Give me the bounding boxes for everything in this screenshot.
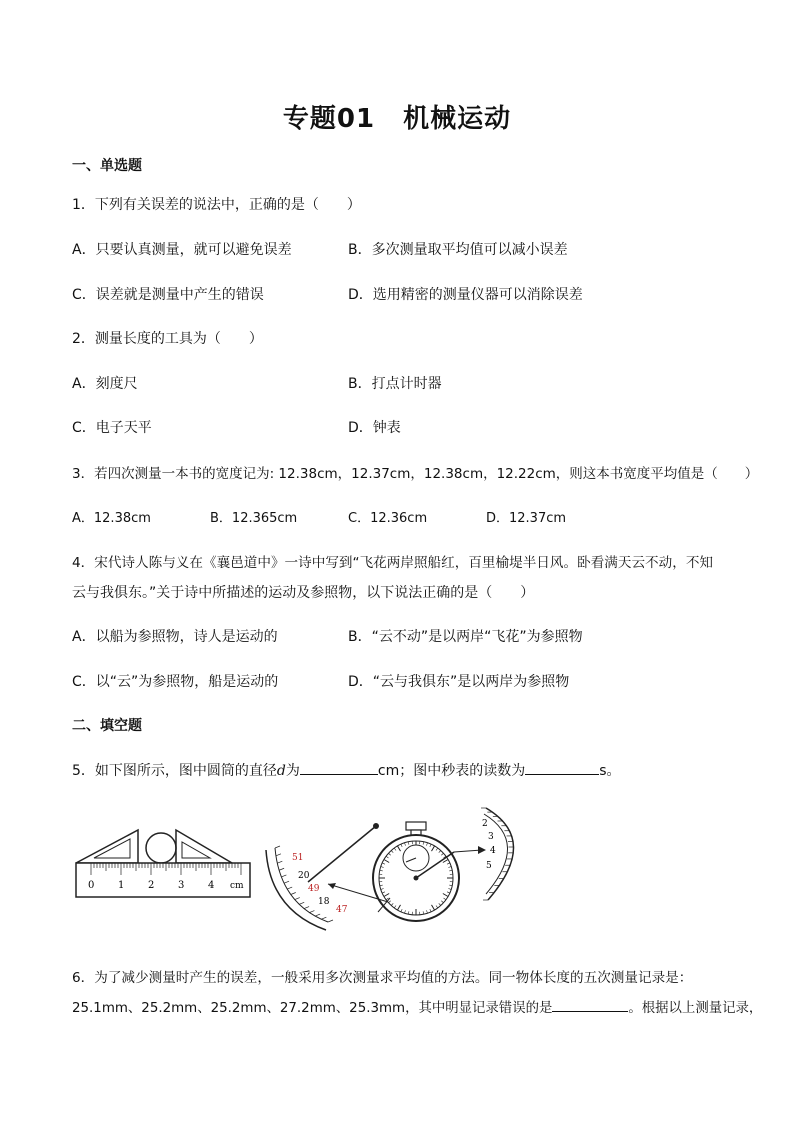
q3-stem: 3．若四次测量一本书的宽度记为: 12.38cm，12.37cm，12.38cm，12.22cm，则这本书宽度平均值是（ ）: [72, 466, 759, 482]
title-part2: 机械运动: [403, 104, 512, 134]
q2-option-b: B．打点计时器: [348, 376, 442, 392]
sec-dial-label-5: 5: [486, 861, 492, 871]
min-dial-tick: [277, 861, 282, 863]
stopwatch-crown: [406, 822, 426, 830]
q4-stem-line1: 4．宋代诗人陈与义在《襄邑道中》一诗中写到“飞花两岸照船红，百里榆堤半日风。卧看满天云不动，不知: [72, 555, 714, 571]
min-dial-hand-knob: [373, 823, 379, 829]
q6-line2: [72, 997, 762, 1016]
q2-option-a: A．刻度尺: [72, 376, 138, 392]
cylinder: [146, 833, 176, 863]
q2-stem: 2．测量长度的工具为（ ）: [72, 331, 263, 347]
q5-blank-stopwatch[interactable]: [525, 760, 599, 775]
min-dial-tick: [276, 854, 281, 856]
q6-text-1: 25.1mm、25.2mm、25.2mm、27.2mm、25.3mm，其中明显记录错误的是: [72, 1001, 553, 1016]
min-dial-tick: [287, 887, 292, 889]
ruler-label-4: 4: [208, 880, 215, 891]
q5-variable-d: d: [276, 763, 286, 779]
min-dial-tick: [315, 914, 320, 916]
ruler-label-2: 2: [148, 880, 155, 891]
title-part1: 专题01: [282, 104, 376, 134]
q5-figure: [70, 800, 530, 940]
q4-stem-line2: 云与我俱东。”关于诗中所描述的运动及参照物，以下说法正确的是（ ）: [72, 585, 535, 601]
min-dial-tick: [281, 875, 286, 877]
min-dial-tick: [284, 881, 289, 883]
ruler-label-3: 3: [178, 880, 185, 891]
q4-option-d: D．“云与我俱东”是以两岸为参照物: [348, 674, 570, 690]
ruler-label-0: 0: [88, 880, 95, 891]
q1-option-c: C．误差就是测量中产生的错误: [72, 287, 264, 303]
min-dial-tick: [304, 907, 309, 909]
q5-text-1: 5．如下图所示，图中圆筒的直径: [72, 763, 277, 779]
min-dial-ticks: [275, 846, 333, 922]
section-single-choice: 一、单选题: [72, 158, 142, 174]
min-dial-label-18: 18: [318, 897, 330, 907]
q5-text-4: s。: [599, 763, 621, 779]
min-dial-tick: [328, 920, 333, 922]
min-dial-hand: [308, 826, 376, 882]
q1-option-a: A．只要认真测量，就可以避免误差: [72, 242, 292, 258]
figure-svg: [70, 800, 530, 940]
q3-option-a: A．12.38cm: [72, 511, 151, 526]
q5-text-2: 为: [285, 763, 300, 779]
min-dial-tick: [299, 902, 304, 904]
page-title: [0, 98, 794, 135]
ruler-body: [76, 863, 250, 897]
q5-stem: [72, 760, 621, 780]
ruler-unit: cm: [230, 881, 244, 891]
stopwatch-center: [414, 876, 419, 881]
min-dial-label-20: 20: [298, 871, 310, 881]
left-set-square-inner: [94, 839, 130, 858]
min-dial-tick: [291, 893, 296, 895]
min-dial-tick: [279, 868, 284, 870]
min-dial-tick: [275, 846, 280, 848]
stopwatch: [373, 822, 459, 921]
min-dial-tick: [321, 917, 326, 919]
q6-line1: 6．为了减少测量时产生的误差，一般采用多次测量求平均值的方法。同一物体长度的五次测量记录是：: [72, 970, 693, 986]
ruler-diagram: [76, 830, 250, 897]
q4-option-c: C．以“云”为参照物，船是运动的: [72, 674, 279, 690]
min-dial-tick: [309, 911, 314, 913]
arrow-to-sec-dial-head: [478, 846, 486, 854]
q3-option-b: B．12.365cm: [210, 511, 298, 526]
min-dial-tick: [295, 898, 300, 900]
sec-dial-label-2: 2: [482, 819, 488, 829]
min-dial-label-47: 47: [336, 905, 348, 915]
min-dial-label-49: 49: [308, 884, 320, 894]
q4-option-b: B．“云不动”是以两岸“飞花”为参照物: [348, 629, 583, 645]
q6-blank-error[interactable]: [552, 997, 628, 1012]
ruler-label-1: 1: [118, 880, 125, 891]
q1-stem: 1．下列有关误差的说法中，正确的是（ ）: [72, 197, 361, 213]
min-dial-label-51: 51: [292, 853, 304, 863]
arrow-to-sec-dial: [454, 850, 482, 852]
sec-dial-label-3: 3: [488, 832, 494, 842]
q1-option-b: B．多次测量取平均值可以减小误差: [348, 242, 568, 258]
section-fill-blank: 二、填空题: [72, 718, 142, 734]
q6-text-2: 。根据以上测量记录，: [628, 1001, 763, 1016]
right-set-square-inner: [182, 842, 210, 858]
q1-option-d: D．选用精密的测量仪器可以消除误差: [348, 287, 583, 303]
q3-option-c: C．12.36cm: [348, 511, 428, 526]
q5-blank-diameter[interactable]: [300, 760, 378, 775]
sec-dial-label-4: 4: [490, 846, 496, 856]
second-dial-magnified: [481, 808, 514, 900]
q5-text-3: cm；图中秒表的读数为: [377, 763, 526, 779]
q3-option-d: D．12.37cm: [486, 511, 567, 526]
q4-option-a: A．以船为参照物，诗人是运动的: [72, 629, 278, 645]
q2-option-d: D．钟表: [348, 420, 401, 436]
minute-dial-magnified: [266, 823, 379, 930]
q2-option-c: C．电子天平: [72, 420, 152, 436]
